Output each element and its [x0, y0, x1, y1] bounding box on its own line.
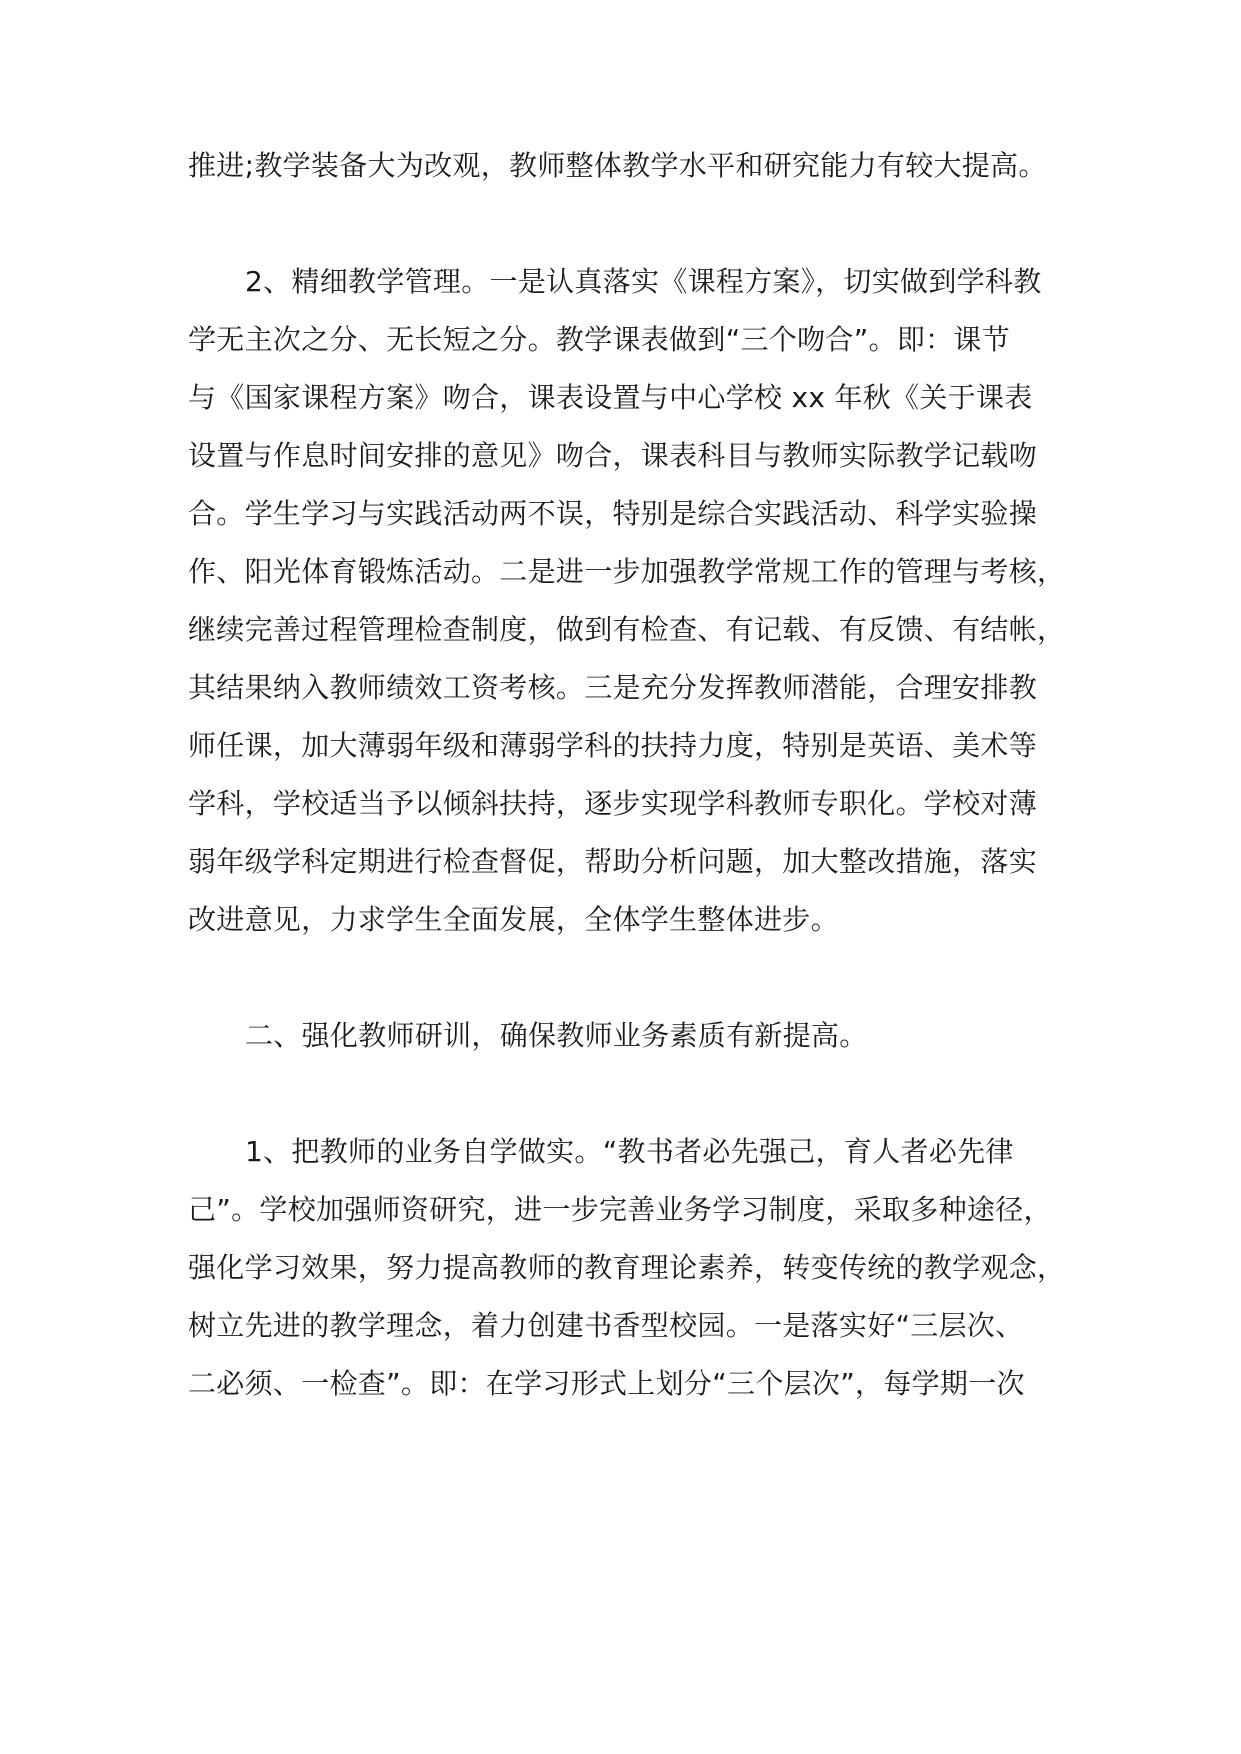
- paragraph-line: 与《国家课程方案》吻合，课表设置与中心学校 xx 年秋《关于课表: [188, 381, 1033, 414]
- paragraph-line: 师任课，加大薄弱年级和薄弱学科的扶持力度，特别是英语、美术等: [188, 729, 1038, 762]
- paragraph-line: 学无主次之分、无长短之分。教学课表做到“三个吻合”。即：课节: [188, 323, 1011, 356]
- paragraph-line: 二必须、一检查”。即：在学习形式上划分“三个层次”，每学期一次: [188, 1367, 1025, 1400]
- paragraph-line: 己”。学校加强师资研究，进一步完善业务学习制度，采取多种途径，: [188, 1193, 1052, 1226]
- paragraph-line: 1、把教师的业务自学做实。“教书者必先强己，育人者必先律: [245, 1135, 1014, 1168]
- paragraph-line: 设置与作息时间安排的意见》吻合，课表科目与教师实际教学记载吻: [188, 439, 1038, 472]
- paragraph-line: 其结果纳入教师绩效工资考核。三是充分发挥教师潜能，合理安排教: [188, 671, 1038, 704]
- paragraph-line: 继续完善过程管理检查制度，做到有检查、有记载、有反馈、有结帐，: [188, 613, 1066, 646]
- paragraph-line: 学科，学校适当予以倾斜扶持，逐步实现学科教师专职化。学校对薄: [188, 787, 1038, 820]
- paragraph-line: 合。学生学习与实践活动两不误，特别是综合实践活动、科学实验操: [188, 497, 1038, 530]
- paragraph-line: 弱年级学科定期进行检查督促，帮助分析问题，加大整改措施，落实: [188, 845, 1038, 878]
- paragraph-line: 推进;教学装备大为改观，教师整体教学水平和研究能力有较大提高。: [188, 149, 1047, 182]
- paragraph-line: 树立先进的教学理念，着力创建书香型校园。一是落实好“三层次、: [188, 1309, 1024, 1342]
- paragraph-line: 强化学习效果，努力提高教师的教育理论素养，转变传统的教学观念，: [188, 1251, 1066, 1284]
- paragraph-line: 改进意见，力求学生全面发展，全体学生整体进步。: [188, 903, 839, 936]
- section-heading: 二、强化教师研训，确保教师业务素质有新提高。: [245, 1019, 868, 1052]
- paragraph-line: 2、精细教学管理。一是认真落实《课程方案》，切实做到学科教: [245, 265, 1042, 298]
- paragraph-line: 作、阳光体育锻炼活动。二是进一步加强教学常规工作的管理与考核，: [188, 555, 1066, 588]
